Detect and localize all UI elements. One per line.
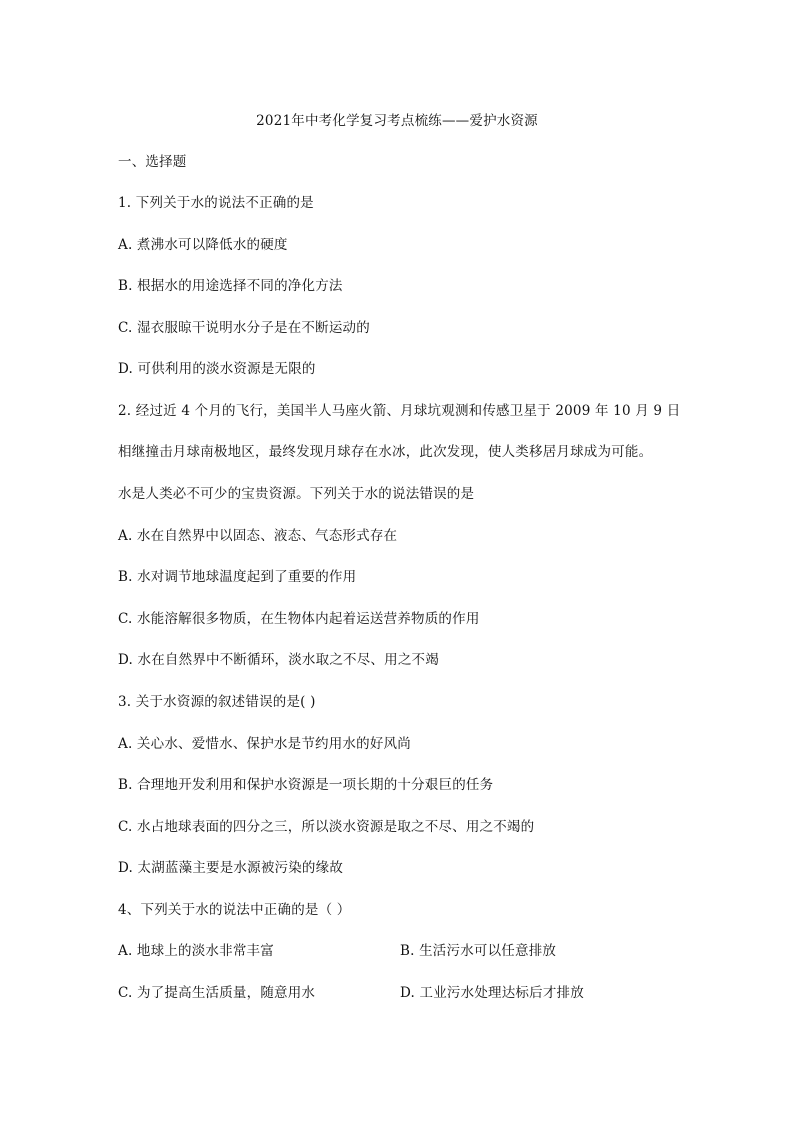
question-1-option-a: A. 煮沸水可以降低水的硬度: [118, 237, 288, 253]
question-2-stem-line-1: 2. 经过近 4 个月的飞行，美国半人马座火箭、月球坑观测和传感卫星于 2009 年 10 月 9 日: [118, 403, 681, 419]
question-2-option-b: B. 水对调节地球温度起到了重要的作用: [118, 569, 357, 585]
question-3-option-a: A. 关心水、爱惜水、保护水是节约用水的好风尚: [118, 736, 411, 752]
question-2-stem-line-3: 水是人类必不可少的宝贵资源。下列关于水的说法错误的是: [118, 486, 475, 502]
question-1-option-c: C. 湿衣服晾干说明水分子是在不断运动的: [118, 320, 370, 336]
question-1-option-d: D. 可供利用的淡水资源是无限的: [118, 361, 316, 377]
question-3-option-c: C. 水占地球表面的四分之三，所以淡水资源是取之不尽、用之不竭的: [118, 819, 535, 835]
question-4-stem: 4、下列关于水的说法中正确的是（ ）: [118, 902, 351, 918]
question-1-stem: 1. 下列关于水的说法不正确的是: [118, 195, 314, 211]
question-3-option-b: B. 合理地开发利用和保护水资源是一项长期的十分艰巨的任务: [118, 777, 494, 793]
question-4-option-b: B. 生活污水可以任意排放: [400, 943, 557, 959]
question-2-option-d: D. 水在自然界中不断循环，淡水取之不尽、用之不竭: [118, 652, 439, 668]
question-4-option-a: A. 地球上的淡水非常丰富: [118, 943, 274, 959]
question-2-stem-line-2: 相继撞击月球南极地区，最终发现月球存在水冰，此次发现，使人类移居月球成为可能。: [118, 444, 653, 460]
document-title: 2021年中考化学复习考点梳练——爱护水资源: [256, 113, 538, 129]
question-4-option-d: D. 工业污水处理达标后才排放: [400, 985, 584, 1001]
question-2-option-c: C. 水能溶解很多物质，在生物体内起着运送营养物质的作用: [118, 611, 480, 627]
section-heading: 一、选择题: [118, 154, 187, 170]
question-1-option-b: B. 根据水的用途选择不同的净化方法: [118, 278, 343, 294]
question-4-option-c: C. 为了提高生活质量，随意用水: [118, 985, 316, 1001]
question-2-option-a: A. 水在自然界中以固态、液态、气态形式存在: [118, 528, 398, 544]
question-3-stem: 3. 关于水资源的叙述错误的是( ): [118, 694, 316, 710]
question-3-option-d: D. 太湖蓝藻主要是水源被污染的缘故: [118, 860, 344, 876]
